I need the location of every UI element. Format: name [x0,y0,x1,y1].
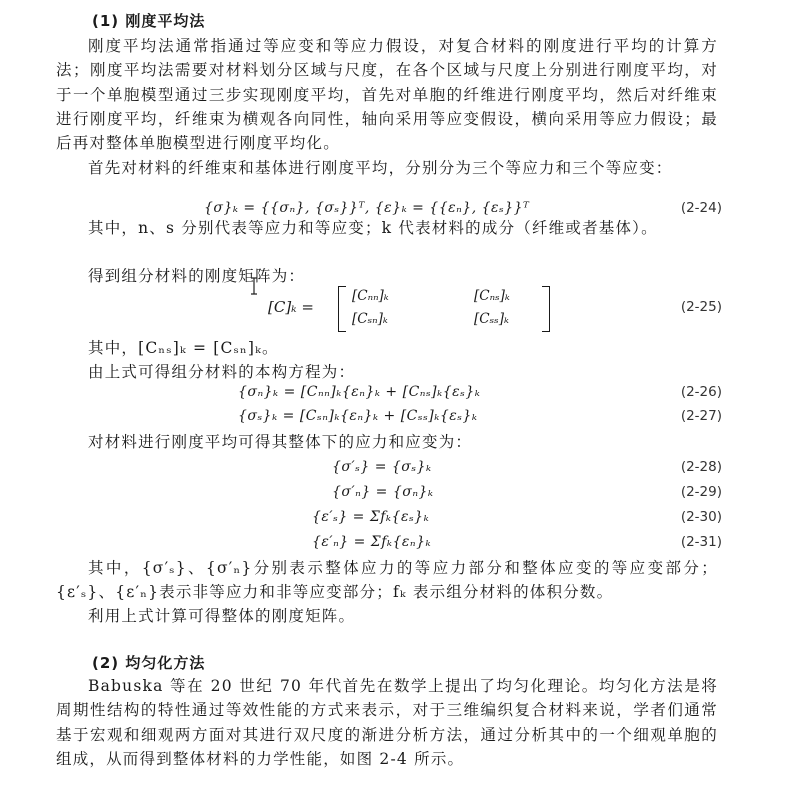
matrix-lhs: [C]ₖ = [268,298,314,316]
equation-number-2-29: (2-29) [680,484,722,500]
matrix-cell-ss: [Cₛₛ]ₖ [474,311,509,327]
paragraph-symbol-explanation: 其中，{σ′ₛ}、{σ′ₙ}分别表示整体应力的等应力部分和整体应变的等应变部分；{ε′ₛ}、{ε′ₙ}表示非等应力和非等应变部分；fₖ 表示组分材料的体积分数。 [56,559,718,602]
equation-2-25-row [56,286,722,334]
paragraph-fiber-matrix: 首先对材料的纤维束和基体进行刚度平均，分别分为三个等应力和三个等应变： [88,159,673,177]
equation-2-30-row [56,509,722,531]
paragraph-stiffness-intro: 刚度平均法通常指通过等应变和等应力假设，对复合材料的刚度进行平均的计算方法；刚度平均法需要对材料划分区域与尺度，在各个区域与尺度上分别进行刚度平均，对于一个单胞模型通过三步实现刚度平均，首先对单胞的纤维进行刚度平均，然后对纤维束进行刚度平均，纤维束为横观各向同性，轴向采用等应变假设，横向采用等应力假设；最后再对整体单胞模型进行刚度平均化。 [56,37,718,153]
matrix-cell-nn: [Cₙₙ]ₖ [352,288,389,304]
matrix-left-bracket [338,286,346,332]
equation-number-2-28: (2-28) [680,459,722,475]
equation-number-2-30: (2-30) [680,509,722,525]
paragraph-matrix-symmetry: 其中，[Cₙₛ]ₖ = [Cₛₙ]ₖ。 [88,339,279,357]
equation-2-30: {ε′ₛ} = Σfₖ{εₛ}ₖ [312,509,430,525]
equation-number-2-27: (2-27) [680,408,722,424]
equation-2-31-row [56,534,722,556]
stiffness-matrix [338,286,550,332]
equation-2-24: {σ}ₖ = {{σₙ}, {σₛ}}ᵀ, {ε}ₖ = {{εₙ}, {εₛ}}ᵀ [204,200,530,216]
matrix-right-bracket [542,286,550,332]
section-heading-homogenization: (2) 均匀化方法 [92,654,206,672]
paragraph-n-s-definition: 其中，n、s 分别代表等应力和等应变；k 代表材料的成分（纤维或者基体）。 [88,219,658,237]
equation-2-27: {σₛ}ₖ = [Cₛₙ]ₖ{εₙ}ₖ + [Cₛₛ]ₖ{εₛ}ₖ [238,408,478,424]
paragraph-overall-matrix: 利用上式计算可得整体的刚度矩阵。 [88,607,356,625]
matrix-cell-sn: [Cₛₙ]ₖ [352,311,388,327]
paragraph-homogenization: Babuska 等在 20 世纪 70 年代首先在数学上提出了均匀化理论。均匀化方法是将周期性结构的特性通过等效性能的方式来表示，对于三维编织复合材料来说，学者们通常基于宏观和细观两方面对其进行双尺度的渐进分析方法，通过分析其中的一个细观单胞的组成，从而得到整体材料的力学性能，如图 2-4 所示。 [56,677,718,768]
equation-2-28-row [56,459,722,481]
equation-number-2-31: (2-31) [680,534,722,550]
section-heading-stiffness-averaging: (1) 刚度平均法 [92,12,206,30]
equation-number-2-24: (2-24) [680,200,722,216]
equation-2-28: {σ′ₛ} = {σₛ}ₖ [332,459,432,475]
matrix-cell-ns: [Cₙₛ]ₖ [474,288,510,304]
equation-2-26-row [56,384,722,406]
equation-2-27-row [56,408,722,430]
equation-2-29-row [56,484,722,506]
equation-2-29: {σ′ₙ} = {σₙ}ₖ [332,484,434,500]
equation-2-31: {ε′ₙ} = Σfₖ{εₙ}ₖ [312,534,432,550]
equation-2-26: {σₙ}ₖ = [Cₙₙ]ₖ{εₙ}ₖ + [Cₙₛ]ₖ{εₛ}ₖ [238,384,481,400]
equation-number-2-26: (2-26) [680,384,722,400]
paragraph-constitutive: 由上式可得组分材料的本构方程为： [88,363,356,381]
paragraph-overall-stress-strain: 对材料进行刚度平均可得其整体下的应力和应变为： [88,433,473,451]
paragraph-stiffness-matrix: 得到组分材料的刚度矩阵为： [88,267,306,285]
equation-number-2-25: (2-25) [680,299,722,315]
